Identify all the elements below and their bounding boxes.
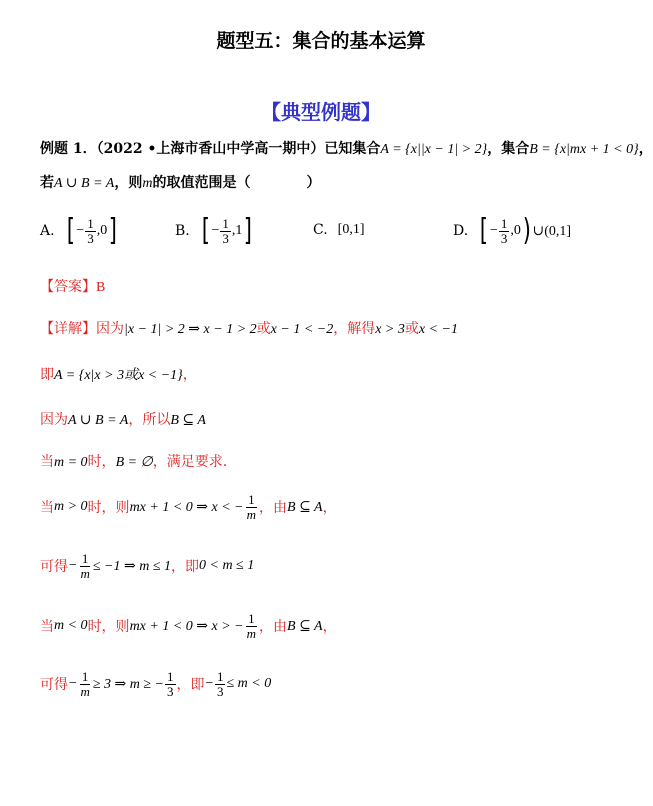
variable-m: m (142, 176, 153, 191)
math-expr: m > 0 (54, 499, 88, 515)
set-a-definition: A = {x||x − 1| > 2} (380, 142, 488, 157)
answer-label: 【答案】 (40, 279, 96, 295)
math-expr: x > 3 (375, 322, 405, 337)
fraction-1-over-m: $\frac{1}{m}$ (80, 551, 90, 581)
text-prefix: 当 (40, 454, 54, 470)
union-condition: A ∪ B = A (54, 176, 115, 191)
option-a: A. [ − $\frac{1}{3}$ ,0 ] (40, 213, 118, 248)
math-expr: ≥ 3 ⇒ m ≥ − (92, 676, 164, 692)
math-expr: |x − 1| > 2 ⇒ x − 1 > 2 (124, 322, 257, 337)
text-prefix: 即 (40, 367, 54, 383)
text-prefix: 当 (40, 500, 54, 517)
question-line-2 (40, 172, 320, 192)
option-c (313, 222, 365, 238)
math-expr: B = ∅ (115, 455, 153, 470)
question-mid: ，集合 (487, 141, 530, 157)
text-prefix: 因为 (40, 412, 68, 428)
explanation-line-6: 可得 − $\frac{1}{m}$ ≤ −1 ⇒ m ≤ 1 ，即 0 < m ≤ 1 (40, 551, 255, 581)
explanation-line-3 (40, 409, 206, 429)
text-end: ，满足要求. (152, 454, 228, 470)
math-expr: m < 0 (54, 618, 88, 634)
fraction-1-over-m: $\frac{1}{m}$ (246, 611, 257, 641)
text-after: ，由 (259, 500, 288, 517)
option-d-union: ∪(0,1] (532, 223, 572, 239)
question-line-1 (40, 138, 653, 158)
question-label: 例题 1．（2022 •上海市香山中学高一期中）已知集合 (40, 141, 381, 157)
answer-line (40, 276, 105, 296)
set-b-definition: B = {x|mx + 1 < 0} (529, 142, 639, 157)
text-mid: 时，则 (87, 500, 130, 517)
math-expr: B ⊆ A (287, 499, 323, 515)
text-prefix: 可得 (40, 559, 68, 576)
option-b: B. [ − $\frac{1}{3}$ ,1 ] (175, 213, 253, 248)
explanation-line-2 (40, 364, 197, 384)
question-line2-mid: ，则 (114, 175, 143, 191)
math-expr: m = 0 (54, 455, 88, 470)
text-prefix: 可得 (40, 677, 68, 694)
math-expr: B ⊆ A (170, 413, 206, 428)
explanation-line-4 (40, 451, 227, 471)
text-solve: ，解得 (333, 321, 376, 337)
math-expr: 0 < m ≤ 1 (199, 558, 255, 574)
text-end: ， (182, 367, 197, 383)
explanation-line-7 (40, 612, 337, 640)
bracket-right: ] (244, 213, 253, 248)
math-expr: x − 1 < −2 (270, 322, 334, 337)
explanation-line-5 (40, 493, 337, 521)
text-after: ，由 (259, 619, 288, 636)
fraction-1-over-3: $\frac{1}{3}$ (167, 669, 174, 699)
bracket-left: [ (66, 213, 75, 248)
text-prefix: 当 (40, 619, 54, 636)
text-end: ， (322, 500, 337, 517)
bracket-left: [ (479, 213, 489, 248)
text-or: 或 (404, 321, 419, 337)
text-mid: ，即 (176, 677, 205, 694)
fraction-1-over-3: $\frac{1}{3}$ (216, 669, 224, 699)
text-mid: ，所以 (128, 412, 171, 428)
page-title: 题型五：集合的基本运算 (216, 30, 426, 52)
math-expr: mx + 1 < 0 ⇒ x < − (129, 499, 244, 515)
text-mid: ，即 (171, 559, 199, 576)
math-expr: A = {x|x > 3或x < −1} (54, 368, 183, 383)
bracket-right: ] (108, 213, 118, 248)
option-b-label: B. (175, 223, 190, 239)
bracket-left: [ (201, 213, 210, 248)
question-line2-prefix: 若 (40, 175, 54, 191)
math-expr: ≤ m < 0 (226, 676, 272, 692)
question-end: ， (638, 141, 653, 157)
option-d-label: D. (453, 223, 469, 239)
explanation-label: 【详解】因为 (40, 321, 124, 337)
paren-right: ) (522, 213, 531, 248)
answer-value: B (96, 280, 106, 295)
option-c-value: [0,1] (337, 222, 365, 237)
math-expr: ≤ −1 ⇒ m ≤ 1 (92, 558, 171, 574)
text-or: 或 (256, 321, 271, 337)
text-mid: 时， (87, 454, 116, 470)
fraction-1-over-m: $\frac{1}{m}$ (80, 669, 90, 699)
option-c-label: C. (313, 222, 328, 238)
math-expr: mx + 1 < 0 ⇒ x > − (129, 618, 244, 634)
explanation-line-8: 可得 − $\frac{1}{m}$ ≥ 3 ⇒ m ≥ − $\frac{1}{3}$ ，即 − $\frac{1}{3}$ ≤ m < 0 (40, 669, 272, 699)
fraction-1-over-m: $\frac{1}{m}$ (246, 492, 257, 522)
explanation-line-1 (40, 318, 458, 338)
section-heading: 【典型例题】 (261, 100, 381, 124)
math-expr: B ⊆ A (287, 618, 323, 634)
math-expr: A ∪ B = A (68, 413, 129, 428)
option-d: D. [ − $\frac{1}{3}$ ,0 ) ∪(0,1] (453, 213, 572, 248)
text-mid: 时，则 (87, 619, 130, 636)
option-a-label: A. (40, 223, 55, 239)
math-expr: x < −1 (418, 322, 458, 337)
question-line2-end: 的取值范围是（ ） (152, 175, 321, 191)
text-end: ， (322, 619, 337, 636)
